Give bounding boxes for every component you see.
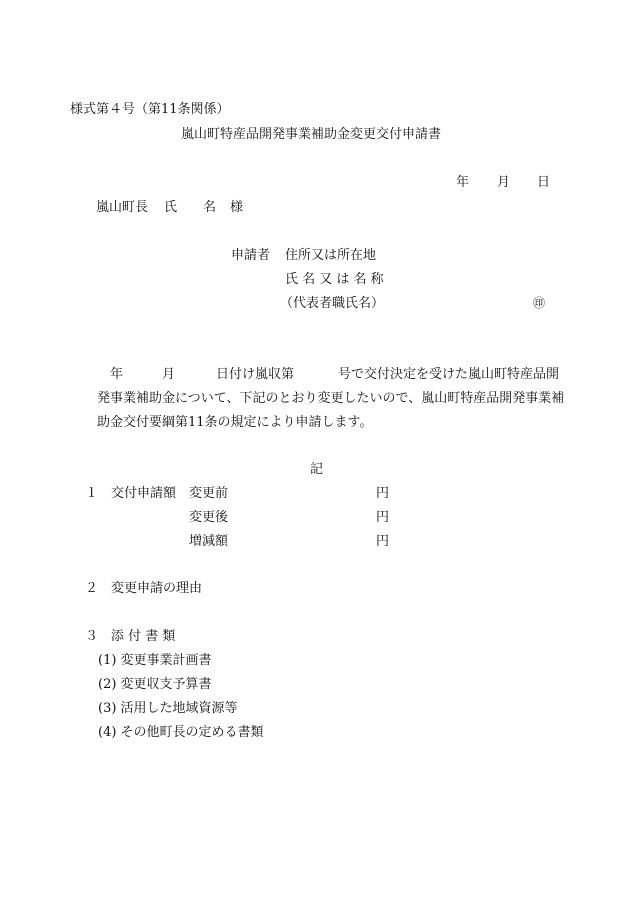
applicant-name-label: 氏 名 又 は 名 称 (285, 272, 384, 287)
item1-row-after-label: 変更後 (189, 510, 229, 525)
body-line2: 発事業補助金について、下記のとおり変更したいので、嵐山町特産品開発事業補 (97, 391, 565, 406)
item2-label: 変更申請の理由 (111, 581, 203, 596)
date-year-label: 年 (456, 175, 470, 190)
date-month-label: 月 (497, 175, 511, 190)
addressee-title: 氏 (164, 200, 178, 215)
attachment-item-2: (2) 変更収支予算書 (98, 677, 212, 692)
form-number: 様式第４号（第11条関係） (70, 102, 230, 117)
attachment-item-1: (1) 変更事業計画書 (98, 653, 212, 668)
item3-label: 添 付 書 類 (111, 629, 176, 644)
attachment-item-3: (3) 活用した地域資源等 (98, 701, 238, 716)
body-date-suffix: 日付け嵐収第 (216, 367, 295, 382)
document-title: 嵐山町特産品開発事業補助金変更交付申請書 (181, 127, 442, 142)
addressee-suffix: 様 (230, 200, 244, 215)
attachment-item-4: (4) その他町長の定める書類 (98, 725, 264, 740)
body-line1-rest: 号で交付決定を受けた嵐山町特産品開 (338, 367, 560, 382)
applicant-address-label: 住所又は所在地 (285, 248, 377, 263)
date-day-label: 日 (537, 175, 551, 190)
seal-mark: ㊞ (533, 296, 546, 310)
item1-row-diff-label: 増減額 (189, 534, 229, 549)
record-label: 記 (310, 462, 324, 477)
item2-number: ２ (85, 581, 99, 596)
item3-number: ３ (85, 629, 99, 644)
applicant-representative-label: （代表者職氏名） (280, 296, 385, 311)
item1-row-before-unit: 円 (376, 486, 390, 501)
body-month: 月 (162, 367, 176, 382)
body-year: 年 (110, 367, 124, 382)
body-line3: 助金交付要綱第11条の規定により申請します。 (97, 415, 373, 430)
item1-label: 交付申請額 (111, 486, 177, 501)
item1-row-before-label: 変更前 (189, 486, 229, 501)
item1-number: １ (85, 486, 99, 501)
applicant-label: 申請者 (231, 248, 271, 263)
addressee-name: 嵐山町長 (96, 200, 149, 215)
item1-row-diff-unit: 円 (376, 534, 390, 549)
item1-row-after-unit: 円 (376, 510, 390, 525)
addressee-name-label: 名 (203, 200, 217, 215)
